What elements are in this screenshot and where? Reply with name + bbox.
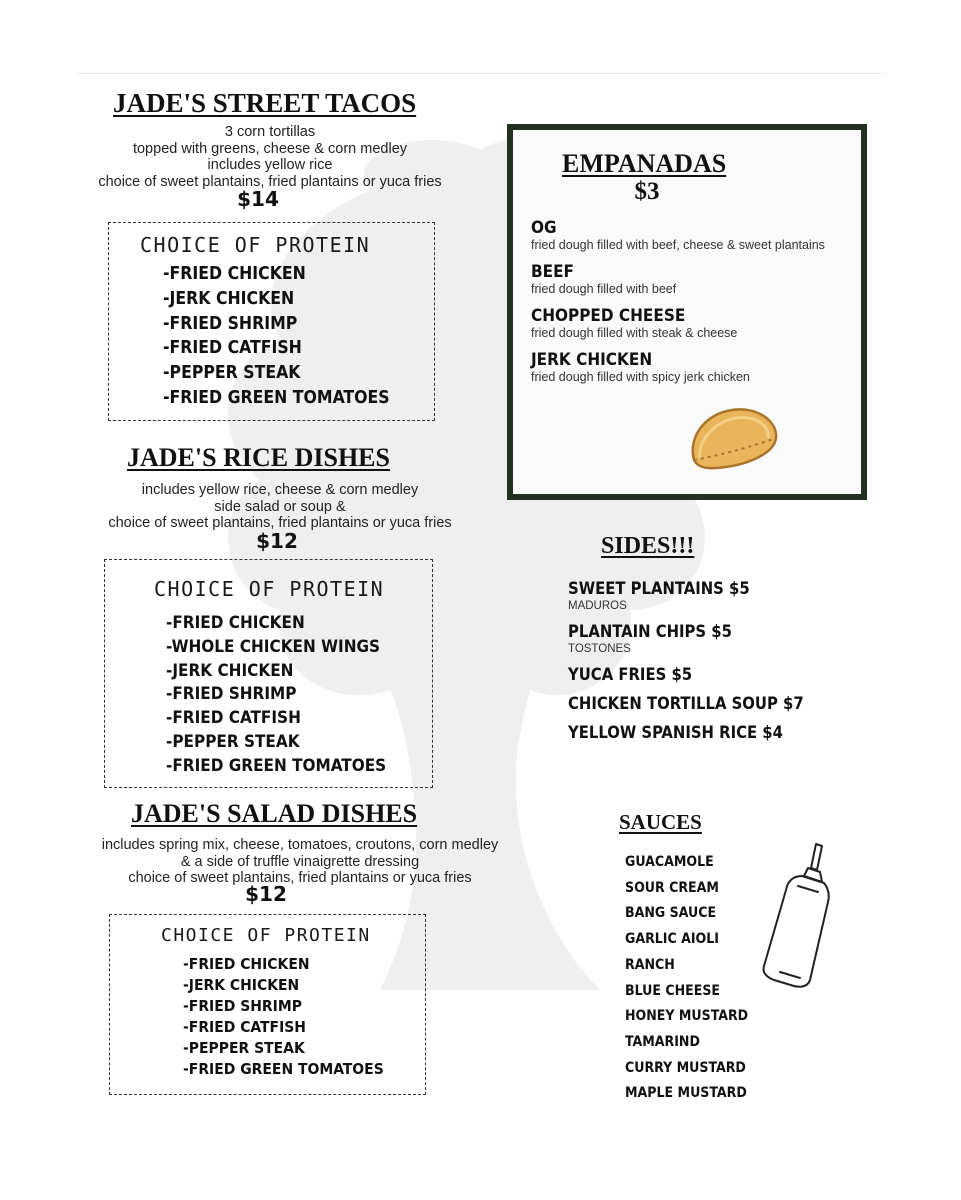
side-subtitle: TOSTONES bbox=[568, 643, 631, 655]
desc-line: choice of sweet plantains, fried plantains or yuca fries bbox=[98, 173, 442, 190]
list-item bbox=[531, 218, 825, 253]
list-item: -FRIED CATFISH bbox=[166, 708, 301, 729]
top-divider bbox=[78, 73, 884, 74]
list-item bbox=[531, 306, 825, 341]
side-name: YUCA FRIES $5 bbox=[568, 665, 693, 684]
salad-price: $12 bbox=[245, 882, 287, 906]
list-item: -PEPPER STEAK bbox=[166, 731, 300, 752]
list-item: -WHOLE CHICKEN WINGS bbox=[166, 636, 381, 657]
list-item: -JERK CHICKEN bbox=[166, 660, 294, 681]
empanadas-list bbox=[531, 218, 825, 394]
side-name: SWEET PLANTAINS $5 bbox=[568, 579, 750, 598]
list-item: TAMARIND bbox=[625, 1033, 700, 1050]
list-item: -JERK CHICKEN bbox=[183, 976, 300, 994]
sides-list bbox=[568, 578, 804, 744]
rice-protein-list bbox=[166, 612, 386, 779]
empanada-name: BEEF bbox=[531, 262, 575, 282]
tacos-protein-heading: CHOICE OF PROTEIN bbox=[140, 233, 371, 257]
empanada-icon bbox=[686, 404, 782, 472]
empanada-desc: fried dough filled with beef bbox=[531, 282, 677, 296]
tacos-title: JADE'S STREET TACOS bbox=[113, 88, 417, 118]
side-subtitle: MADUROS bbox=[568, 600, 627, 612]
desc-line: side salad or soup & bbox=[214, 498, 346, 515]
tacos-description bbox=[60, 124, 480, 190]
list-item: SOUR CREAM bbox=[625, 879, 719, 896]
list-item bbox=[568, 578, 804, 612]
desc-line: includes spring mix, cheese, tomatoes, croutons, corn medley bbox=[101, 837, 499, 853]
list-item: -FRIED SHRIMP bbox=[166, 684, 297, 705]
list-item: MAPLE MUSTARD bbox=[625, 1085, 747, 1102]
list-item: -FRIED CHICKEN bbox=[166, 613, 305, 633]
list-item bbox=[568, 693, 804, 715]
rice-price: $12 bbox=[256, 529, 298, 553]
list-item: GUACAMOLE bbox=[625, 854, 714, 870]
list-item bbox=[568, 621, 804, 655]
salad-description bbox=[60, 837, 540, 887]
sauces-title: SAUCES bbox=[619, 810, 702, 834]
empanada-desc: fried dough filled with steak & cheese bbox=[531, 326, 738, 340]
list-item: GARLIC AIOLI bbox=[625, 931, 719, 948]
list-item: HONEY MUSTARD bbox=[625, 1008, 749, 1025]
desc-line: choice of sweet plantains, fried plantains or yuca fries bbox=[108, 515, 452, 531]
desc-line: topped with greens, cheese & corn medley bbox=[132, 140, 408, 157]
squeeze-bottle-icon bbox=[758, 840, 840, 992]
desc-line: includes yellow rice bbox=[207, 157, 333, 173]
desc-line: 3 corn tortillas bbox=[224, 124, 316, 140]
list-item: -FRIED SHRIMP bbox=[183, 997, 302, 1015]
rice-description bbox=[70, 482, 490, 532]
side-name: PLANTAIN CHIPS $5 bbox=[568, 622, 732, 641]
list-item bbox=[531, 262, 825, 297]
list-item: -FRIED GREEN TOMATOES bbox=[166, 755, 387, 776]
list-item: -FRIED CHICKEN bbox=[183, 955, 310, 973]
empanada-desc: fried dough filled with beef, cheese & sweet plantains bbox=[531, 238, 825, 252]
sauces-list bbox=[625, 850, 748, 1107]
side-name: CHICKEN TORTILLA SOUP $7 bbox=[568, 694, 804, 713]
empanada-desc: fried dough filled with spicy jerk chicken bbox=[531, 370, 750, 384]
tacos-protein-list bbox=[163, 262, 390, 411]
side-name: YELLOW SPANISH RICE $4 bbox=[568, 723, 783, 742]
list-item: RANCH bbox=[625, 956, 675, 973]
list-item: CURRY MUSTARD bbox=[625, 1059, 746, 1076]
empanadas-title: EMPANADAS bbox=[562, 149, 727, 178]
list-item: -FRIED GREEN TOMATOES bbox=[183, 1060, 384, 1078]
salad-title: JADE'S SALAD DISHES bbox=[131, 799, 418, 828]
list-item bbox=[531, 350, 825, 385]
salad-protein-list bbox=[183, 954, 384, 1080]
list-item: -PEPPER STEAK bbox=[163, 363, 301, 384]
rice-title: JADE'S RICE DISHES bbox=[127, 443, 390, 472]
desc-line: choice of sweet plantains, fried plantains or yuca fries bbox=[128, 870, 472, 886]
sides-title: SIDES!!! bbox=[601, 533, 695, 559]
empanada-name: CHOPPED CHEESE bbox=[531, 306, 686, 326]
list-item: BANG SAUCE bbox=[625, 905, 717, 922]
empanada-name: OG bbox=[531, 218, 557, 238]
empanada-name: JERK CHICKEN bbox=[531, 350, 653, 370]
list-item: -FRIED CATFISH bbox=[163, 338, 302, 359]
list-item: -JERK CHICKEN bbox=[163, 288, 295, 309]
salad-protein-heading: CHOICE OF PROTEIN bbox=[161, 925, 371, 946]
list-item bbox=[568, 722, 804, 744]
list-item bbox=[568, 664, 804, 686]
rice-protein-heading: CHOICE OF PROTEIN bbox=[154, 577, 385, 601]
list-item: -PEPPER STEAK bbox=[183, 1039, 305, 1057]
list-item: -FRIED GREEN TOMATOES bbox=[163, 387, 390, 408]
empanadas-price: $3 bbox=[634, 178, 660, 205]
list-item: -FRIED CHICKEN bbox=[163, 264, 306, 284]
list-item: -FRIED SHRIMP bbox=[163, 313, 298, 334]
tacos-price: $14 bbox=[237, 187, 279, 211]
list-item: -FRIED CATFISH bbox=[183, 1018, 306, 1036]
desc-line: includes yellow rice, cheese & corn medley bbox=[141, 482, 419, 498]
desc-line: & a side of truffle vinaigrette dressing bbox=[180, 853, 420, 870]
list-item: BLUE CHEESE bbox=[625, 982, 721, 999]
